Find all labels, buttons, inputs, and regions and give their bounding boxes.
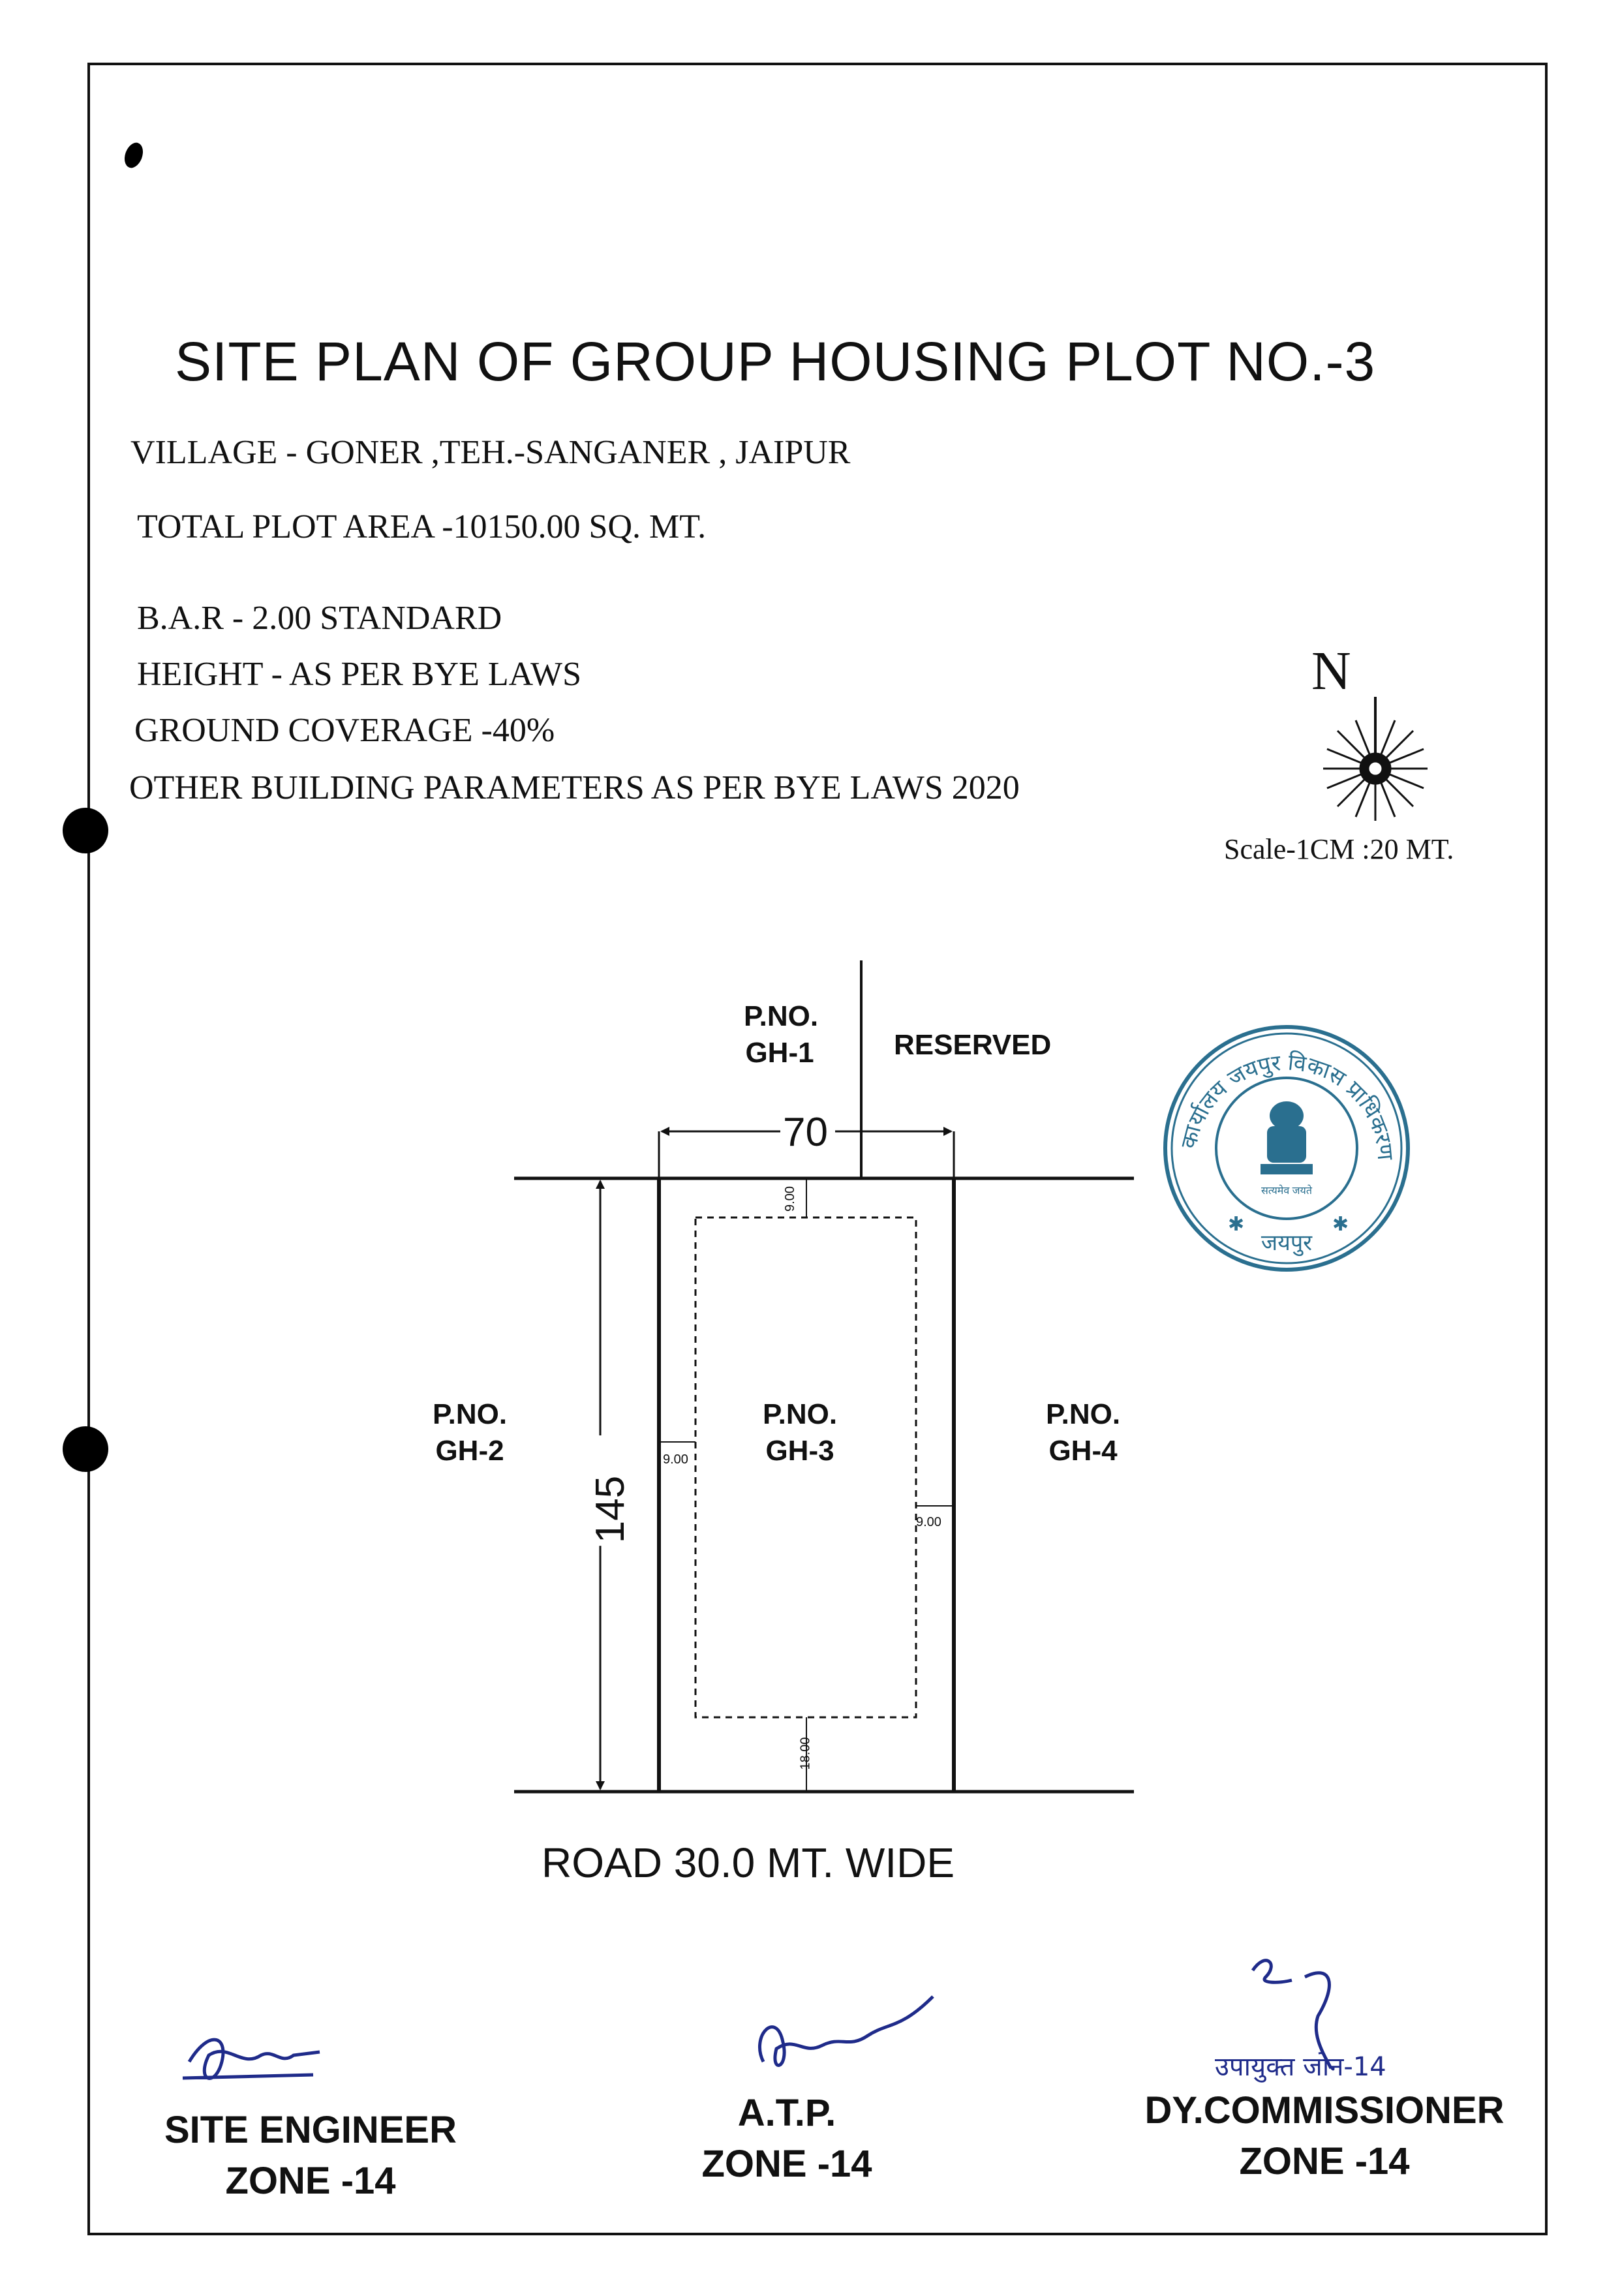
plot-gh4-label [1037, 1396, 1129, 1469]
plot-gh3-label-line2: GH-3 [765, 1435, 834, 1467]
dy-commissioner-role: DY.COMMISSIONER [1144, 2089, 1505, 2132]
authority-seal-icon [1156, 1018, 1417, 1279]
svg-text:✱: ✱ [1332, 1214, 1349, 1235]
plot-gh4-label-line1: P.NO. [1045, 1398, 1121, 1430]
dy-commissioner-zone: ZONE -14 [1239, 2140, 1410, 2182]
setback-rear-label: 18.00 [798, 1737, 813, 1770]
north-label: N [1311, 641, 1351, 701]
emblem-caption: सत्यमेव जयते [1261, 1186, 1312, 1197]
dy-commissioner-block [1109, 2085, 1540, 2187]
site-engineer-role: SITE ENGINEER [164, 2109, 457, 2151]
plot-gh1-label [744, 998, 819, 1071]
scale-text: Scale-1CM :20 MT. [1224, 833, 1454, 865]
atp-zone: ZONE -14 [701, 2143, 872, 2185]
atp-role: A.T.P. [737, 2092, 836, 2134]
plot-gh3-label [754, 1396, 846, 1469]
plot-gh2-label-line2: GH-2 [435, 1435, 504, 1467]
setback-right-label: 9.00 [916, 1515, 941, 1529]
other-parameters-text: OTHER BUILDING PARAMETERS AS PER BYE LAWS 2020 [129, 769, 1020, 806]
seal-ring-text: कार्यालय जयपुर विकास प्राधिकरण [1176, 1050, 1398, 1161]
atp-signature [737, 1983, 959, 2101]
emblem-icon [1261, 1101, 1313, 1174]
height-text: HEIGHT - AS PER BYE LAWS [137, 656, 582, 693]
depth-dimension-label: 145 [587, 1473, 634, 1546]
svg-text:✱: ✱ [1228, 1214, 1245, 1235]
road-label: ROAD 30.0 MT. WIDE [542, 1839, 955, 1886]
plot-area-text: TOTAL PLOT AREA -10150.00 SQ. MT. [137, 508, 707, 545]
setback-front-label: 9.00 [782, 1186, 797, 1212]
setback-left-label: 9.00 [663, 1452, 688, 1467]
dy-commissioner-stamp-text: उपायुक्त जोन-14 [1215, 2052, 1386, 2082]
site-engineer-zone: ZONE -14 [225, 2160, 396, 2202]
site-engineer-block [141, 2105, 480, 2207]
atp-block [663, 2088, 911, 2190]
plot-gh4-label-line2: GH-4 [1048, 1435, 1118, 1467]
plot-gh1-label-line1: P.NO. [744, 1000, 819, 1032]
bar-text: B.A.R - 2.00 STANDARD [137, 600, 502, 637]
ground-coverage-text: GROUND COVERAGE -40% [134, 712, 555, 749]
reserved-label: RESERVED [894, 1029, 1052, 1061]
plot-gh2-label [424, 1396, 515, 1469]
plot-gh3-label-line1: P.NO. [762, 1398, 838, 1430]
seal-bottom-text: जयपुर [1261, 1231, 1313, 1255]
page-title: SITE PLAN OF GROUP HOUSING PLOT NO.-3 [175, 331, 1376, 392]
location-text: VILLAGE - GONER ,TEH.-SANGANER , JAIPUR [130, 434, 851, 471]
width-dimension-label: 70 [780, 1109, 831, 1156]
site-engineer-signature [170, 2016, 352, 2107]
plot-gh2-label-line1: P.NO. [432, 1398, 508, 1430]
plot-gh1-label-line2: GH-1 [745, 1037, 814, 1069]
